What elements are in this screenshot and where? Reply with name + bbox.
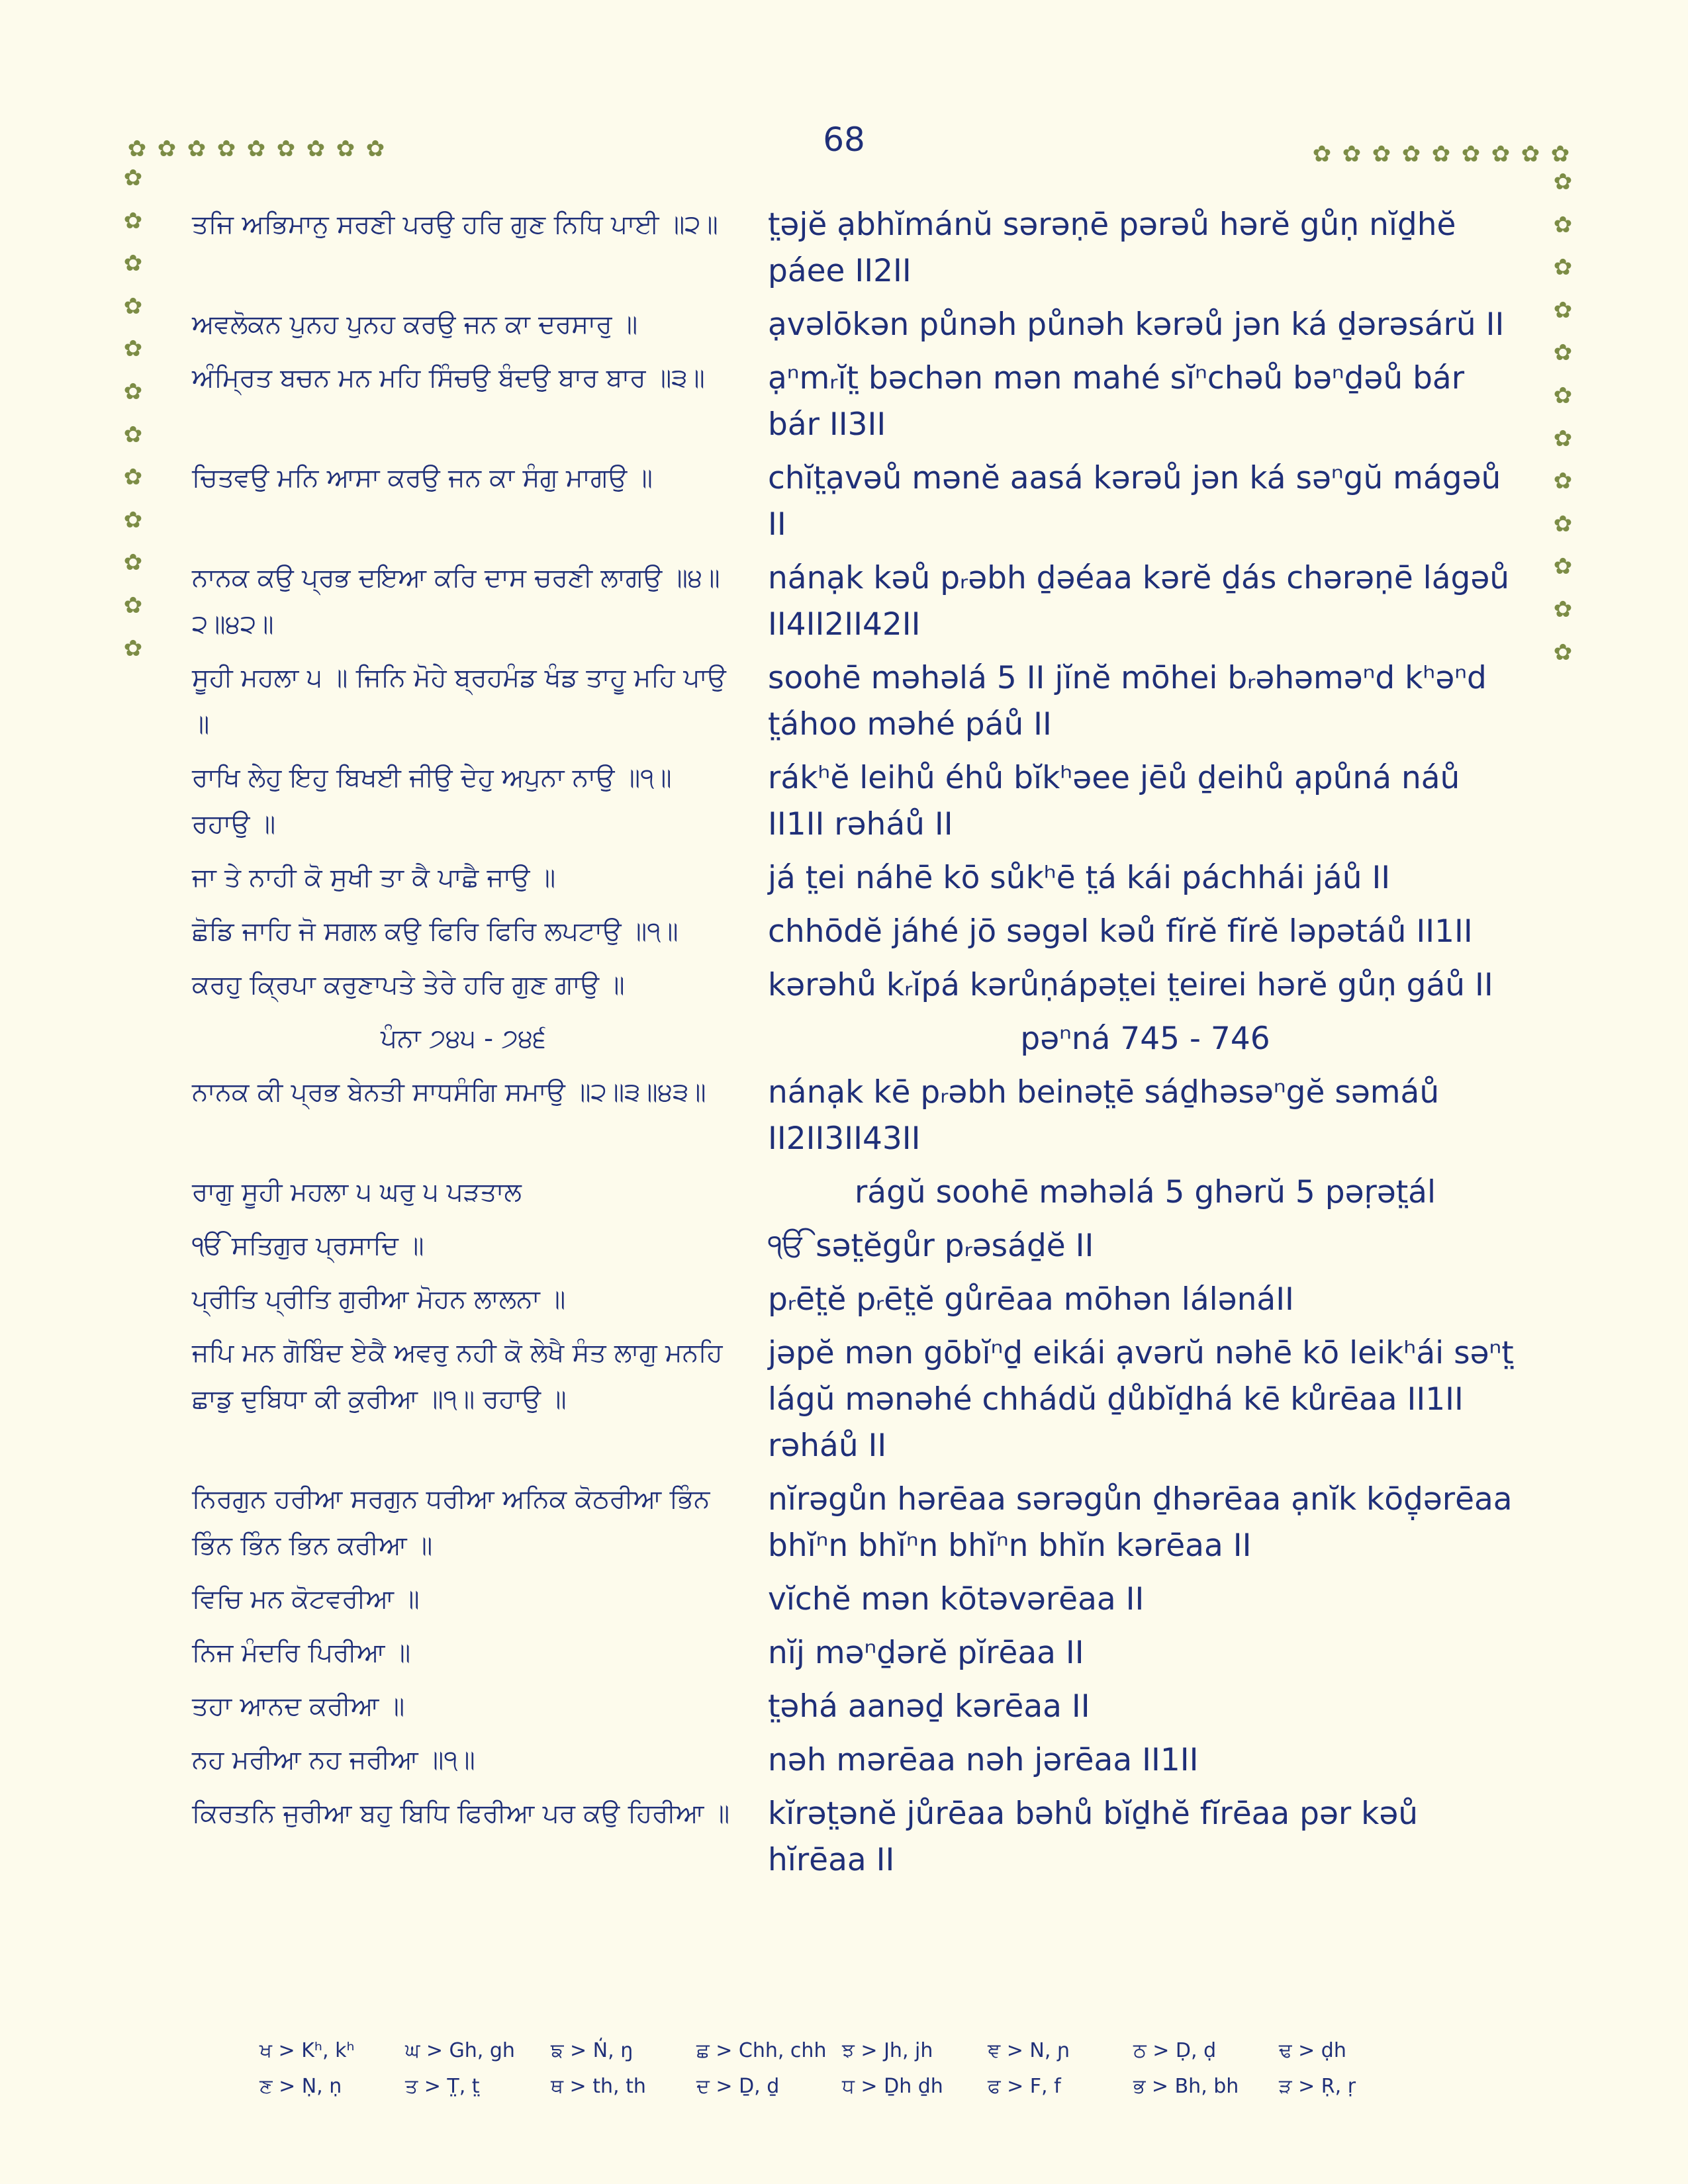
raag-heading-row <box>192 1169 1529 1216</box>
gurmukhi-line: ਛੋਡਿ ਜਾਹਿ ਜੋ ਸਗਲ ਕਉ ਫਿਰਿ ਫਿਰਿ ਲਪਟਾਉ ॥੧॥ <box>192 917 679 946</box>
gurmukhi-line: ਕਰਹੁ ਕ੍ਰਿਪਾ ਕਰੁਣਾਪਤੇ ਤੇਰੇ ਹਰਿ ਗੁਣ ਗਾਉ ॥ <box>192 970 625 1000</box>
flower-icon: ✿ <box>1553 254 1573 281</box>
flower-icon: ✿ <box>1553 382 1573 409</box>
verse-row <box>192 302 1529 348</box>
flower-icon: ✿ <box>1342 141 1362 167</box>
legend-item: ਞ > N, ɲ <box>988 2039 1070 2062</box>
gurmukhi-raag-heading: ਰਾਗੁ ਸੂਹੀ ਮਹਲਾ ੫ ਘਰੁ ੫ ਪੜਤਾਲ <box>192 1177 522 1207</box>
gurmukhi-line: ਤਜਿ ਅਭਿਮਾਨੁ ਸਰਣੀ ਪਰਉ ਹਰਿ ਗੁਣ ਨਿਧਿ ਪਾਈ ॥੨॥ <box>192 210 718 240</box>
legend-item: ਙ > N̒, ŋ <box>551 2039 633 2062</box>
flower-icon: ✿ <box>1461 141 1481 167</box>
page-range-row <box>192 1016 1529 1062</box>
gurmukhi-line: ਜਾ ਤੇ ਨਾਹੀ ਕੋ ਸੁਖੀ ਤਾ ਕੈ ਪਾਛੈ ਜਾਉ ॥ <box>192 863 556 893</box>
verse-table <box>192 202 1529 1891</box>
flower-icon: ✿ <box>1372 141 1391 167</box>
verse-row <box>192 655 1529 748</box>
legend-row <box>259 2069 1425 2105</box>
flower-icon: ✿ <box>306 136 326 162</box>
flower-icon: ✿ <box>1553 211 1573 238</box>
verse-row <box>192 202 1529 295</box>
flower-icon: ✿ <box>1553 468 1573 495</box>
legend-item: ਠ > Ḍ, ḍ <box>1133 2039 1217 2062</box>
verse-row <box>192 1069 1529 1162</box>
flower-icon: ✿ <box>246 136 266 162</box>
legend-item: ਝ > Jh, jh <box>842 2039 933 2062</box>
transliteration-line: vĭchĕ mən kōtəvərēaa II <box>768 1581 1145 1617</box>
verse-row <box>192 1737 1529 1784</box>
gurmukhi-line: ਪ੍ਰੀਤਿ ਪ੍ਰੀਤਿ ਗੁਰੀਆ ਮੋਹਨ ਲਾਲਨਾ ॥ <box>192 1285 566 1314</box>
verse-row <box>192 1576 1529 1623</box>
verse-row <box>192 962 1529 1009</box>
transliteration-line: nəh mərēaa nəh jərēaa II1II <box>768 1742 1199 1778</box>
transliteration-line: chhōdĕ jáhé jō səgəl kəů fĭrĕ fĭrĕ ləpətáů II1II <box>768 913 1473 950</box>
flower-icon: ✿ <box>123 635 143 662</box>
border-top-left <box>124 136 393 163</box>
legend-item: ਤ > T̤, t̤ <box>405 2075 480 2098</box>
legend-item: ਥ > th, th <box>551 2075 646 2098</box>
flower-icon: ✿ <box>1521 141 1540 167</box>
verse-row <box>192 1791 1529 1884</box>
transliteration-line: nánạk kē pᵣəbh beinət̤ē sáḏhəsəⁿgĕ səmáů II2II3II43II <box>768 1074 1440 1157</box>
verse-row <box>192 1330 1529 1469</box>
flower-icon: ✿ <box>123 421 143 448</box>
flower-icon: ✿ <box>336 136 355 162</box>
legend-item: ਦ > Ḏ, ḏ <box>696 2075 780 2098</box>
transliteration-line: nĭj məⁿḏərĕ pĭrēaa II <box>768 1635 1084 1671</box>
transliteration-raag-heading: rágŭ soohē məhəlá 5 ghərŭ 5 pəṛət̤ál <box>854 1174 1436 1210</box>
transliteration-line: jəpĕ mən gōbĭⁿḏ eikái ạvərŭ nəhē kō leikʰái səⁿt̤ lágŭ mənəhé chhádŭ ḏůbĭḏhá kē kůrēaa II1II rəháů II <box>768 1335 1514 1464</box>
flower-icon: ✿ <box>127 136 147 162</box>
flower-icon: ✿ <box>123 250 143 277</box>
transliteration-line: t̤əjĕ ạbhĭmánŭ sərəṇē pərəů hərĕ gůṇ nĭḏhĕ páee II2II <box>768 206 1456 289</box>
flower-icon: ✿ <box>1550 141 1570 167</box>
verse-row <box>192 1630 1529 1676</box>
transliteration-line: nánạk kəů pᵣəbh ḏəéaa kərĕ ḏás chərəṇē lágəů II4II2II42II <box>768 560 1510 643</box>
gurmukhi-line: ਵਿਚਿ ਮਨ ਕੋਟਵਰੀਆ ॥ <box>192 1584 420 1614</box>
flower-icon: ✿ <box>1553 340 1573 367</box>
legend-item: ਖ > Kʰ, kʰ <box>259 2039 355 2062</box>
transliteration-line: soohē məhəlá 5 II jĭnĕ mōhei bᵣəhəməⁿd kʰəⁿd t̤áhoo məhé páů II <box>768 660 1487 743</box>
legend-item: ੜ > Ṛ, ṛ <box>1279 2075 1356 2098</box>
verse-row <box>192 1684 1529 1730</box>
verse-row <box>192 355 1529 448</box>
flower-icon: ✿ <box>123 378 143 405</box>
transliteration-line: nĭrəgůn hərēaa sərəgůn ḏhərēaa ạnĭk kōḏ̣ərēaa bhĭⁿn bhĭⁿn bhĭⁿn bhĭn kərēaa II <box>768 1481 1513 1564</box>
flower-icon: ✿ <box>1491 141 1511 167</box>
gurmukhi-line: ਸੂਹੀ ਮਹਲਾ ੫ ॥ ਜਿਨਿ ਮੋਹੇ ਬ੍ਰਹਮੰਡ ਖੰਡ ਤਾਹੂ ਮਹਿ ਪਾਉ ॥ <box>192 663 726 739</box>
flower-icon: ✿ <box>123 592 143 619</box>
verse-row <box>192 855 1529 901</box>
transliteration-line: kĭrət̤ənĕ jůrēaa bəhů bĭḏhĕ fĭrēaa pər kəů hĭrēaa II <box>768 1796 1419 1878</box>
gurmukhi-line: ਜਪਿ ਮਨ ਗੋਬਿੰਦ ਏਕੈ ਅਵਰੁ ਨਹੀ ਕੋ ਲੇਖੈ ਸੰਤ ਲਾਗੁ ਮਨਹਿ ਛਾਡੁ ਦੁਬਿਧਾ ਕੀ ਕੁਰੀਆ ॥੧॥ ਰਹਾਉ ॥ <box>192 1338 723 1414</box>
verse-row <box>192 1477 1529 1569</box>
border-right <box>1550 169 1575 682</box>
flower-icon: ✿ <box>123 336 143 363</box>
gurmukhi-line: ਨਾਨਕ ਕਉ ਪ੍ਰਭ ਦਇਆ ਕਰਿ ਦਾਸ ਚਰਣੀ ਲਾਗਉ ॥੪॥੨॥੪੨॥ <box>192 563 720 639</box>
flower-icon: ✿ <box>187 136 207 162</box>
gurmukhi-line: ਰਾਖਿ ਲੇਹੁ ਇਹੁ ਬਿਖਈ ਜੀਉ ਦੇਹੁ ਅਪੁਨਾ ਨਾਉ ॥੧॥ ਰਹਾਉ ॥ <box>192 763 672 839</box>
gurmukhi-line: ਤਹਾ ਆਨਦ ਕਰੀਆ ॥ <box>192 1692 405 1721</box>
border-top-right <box>1309 142 1577 168</box>
verse-row <box>192 1277 1529 1323</box>
legend-item: ਣ > Ṇ, ṇ <box>259 2075 342 2098</box>
flower-icon: ✿ <box>276 136 296 162</box>
legend-item: ਘ > Gh, gh <box>405 2039 515 2062</box>
gurmukhi-line: ਨਿਜ ਮੰਦਰਿ ਪਿਰੀਆ ॥ <box>192 1638 411 1668</box>
transliteration-page-range: pəⁿná 745 - 746 <box>1020 1021 1270 1057</box>
transliteration-line: pᵣēt̤ĕ pᵣēt̤ĕ gůrēaa mōhən lálənáII <box>768 1281 1294 1318</box>
gurmukhi-line: ਨਿਰਗੁਨ ਹਰੀਆ ਸਰਗੁਨ ਧਰੀਆ ਅਨਿਕ ਕੋਠਰੀਆ ਭਿੰਨ ਭਿੰਨ ਭਿੰਨ ਭਿਨ ਕਰੀਆ ॥ <box>192 1484 710 1561</box>
transliteration-line: rákʰĕ leihů éhů bĭkʰəee jēů ḏeihů ạpůná náů II1II rəháů II <box>768 760 1460 842</box>
flower-icon: ✿ <box>123 207 143 234</box>
transliteration-line: ạⁿmᵣĭt̤ bəchən mən mahé sĭⁿchəů bəⁿḏəů bár bár II3II <box>768 360 1465 443</box>
border-left <box>120 165 146 678</box>
verse-row <box>192 555 1529 648</box>
flower-icon: ✿ <box>157 136 177 162</box>
flower-icon: ✿ <box>1553 553 1573 580</box>
legend-row <box>259 2033 1425 2069</box>
transliteration-line: ੴ sət̤ĕgůr pᵣəsáḏĕ II <box>768 1228 1094 1264</box>
flower-icon: ✿ <box>1553 639 1573 666</box>
transliteration-line: kərəhů kᵣĭpá kərůṇápət̤ei t̤eirei hərĕ gůṇ gáů II <box>768 967 1493 1003</box>
verse-row <box>192 755 1529 848</box>
flower-icon: ✿ <box>1553 296 1573 324</box>
legend-item: ਢ > ḍh <box>1279 2039 1346 2062</box>
legend-item: ਫ > F, f <box>988 2075 1061 2098</box>
flower-icon: ✿ <box>1553 510 1573 537</box>
transliteration-line: ạvəlōkən půnəh půnəh kərəů jən ká ḏərəsárŭ II <box>768 306 1505 343</box>
flower-icon: ✿ <box>216 136 236 162</box>
flower-icon: ✿ <box>123 506 143 533</box>
flower-icon: ✿ <box>123 293 143 320</box>
flower-icon: ✿ <box>1553 425 1573 452</box>
gurmukhi-line: ਨਹ ਮਰੀਆ ਨਹ ਜਰੀਆ ॥੧॥ <box>192 1745 475 1775</box>
flower-icon: ✿ <box>1431 141 1451 167</box>
legend-item: ਛ > Chh, chh <box>696 2039 827 2062</box>
gurmukhi-line: ਨਾਨਕ ਕੀ ਪ੍ਰਭ ਬੇਨਤੀ ਸਾਧਸੰਗਿ ਸਮਾਉ ॥੨॥੩॥੪੩॥ <box>192 1077 706 1107</box>
flower-icon: ✿ <box>1401 141 1421 167</box>
gurmukhi-line: ਅੰਮ੍ਰਿਤ ਬਚਨ ਮਨ ਮਹਿ ਸਿੰਚਉ ਬੰਦਉ ਬਾਰ ਬਾਰ ॥੩॥ <box>192 363 705 393</box>
flower-icon: ✿ <box>123 464 143 491</box>
gurmukhi-line: ਕਿਰਤਨਿ ਜੁਰੀਆ ਬਹੁ ਬਿਧਿ ਫਿਰੀਆ ਪਰ ਕਉ ਹਿਰੀਆ ॥ <box>192 1799 730 1829</box>
verse-row <box>192 1223 1529 1269</box>
gurmukhi-line: ੴ ਸਤਿਗੁਰ ਪ੍ਰਸਾਦਿ ॥ <box>192 1231 424 1261</box>
transliteration-legend <box>259 2033 1425 2105</box>
flower-icon: ✿ <box>365 136 385 162</box>
flower-icon: ✿ <box>123 549 143 576</box>
legend-item: ਧ > Ḏh ḏh <box>842 2075 943 2098</box>
transliteration-line: já t̤ei náhē kō sůkʰē t̤á kái páchhái jáů II <box>768 860 1391 896</box>
gurmukhi-line: ਅਵਲੋਕਨ ਪੁਨਹ ਪੁਨਹ ਕਰਉ ਜਨ ਕਾ ਦਰਸਾਰੁ ॥ <box>192 310 638 340</box>
verse-row <box>192 909 1529 955</box>
verse-row <box>192 455 1529 548</box>
legend-item: ਭ > Bh, bh <box>1133 2075 1239 2098</box>
flower-icon: ✿ <box>123 165 143 191</box>
gurmukhi-page-range: ਪੰਨਾ ੭੪੫ - ੭੪੬ <box>380 1024 546 1054</box>
page-number: 68 <box>823 120 865 159</box>
gurmukhi-line: ਚਿਤਵਉ ਮਨਿ ਆਸਾ ਕਰਉ ਜਨ ਕਾ ਸੰਗੁ ਮਾਗਉ ॥ <box>192 463 653 493</box>
flower-icon: ✿ <box>1553 596 1573 623</box>
flower-icon: ✿ <box>1553 169 1573 195</box>
flower-icon: ✿ <box>1312 141 1332 167</box>
transliteration-line: chĭt̤ạvəů mənĕ aasá kərəů jən ká səⁿgŭ mágəů II <box>768 460 1501 543</box>
transliteration-line: t̤əhá aanəḏ kərēaa II <box>768 1688 1090 1725</box>
